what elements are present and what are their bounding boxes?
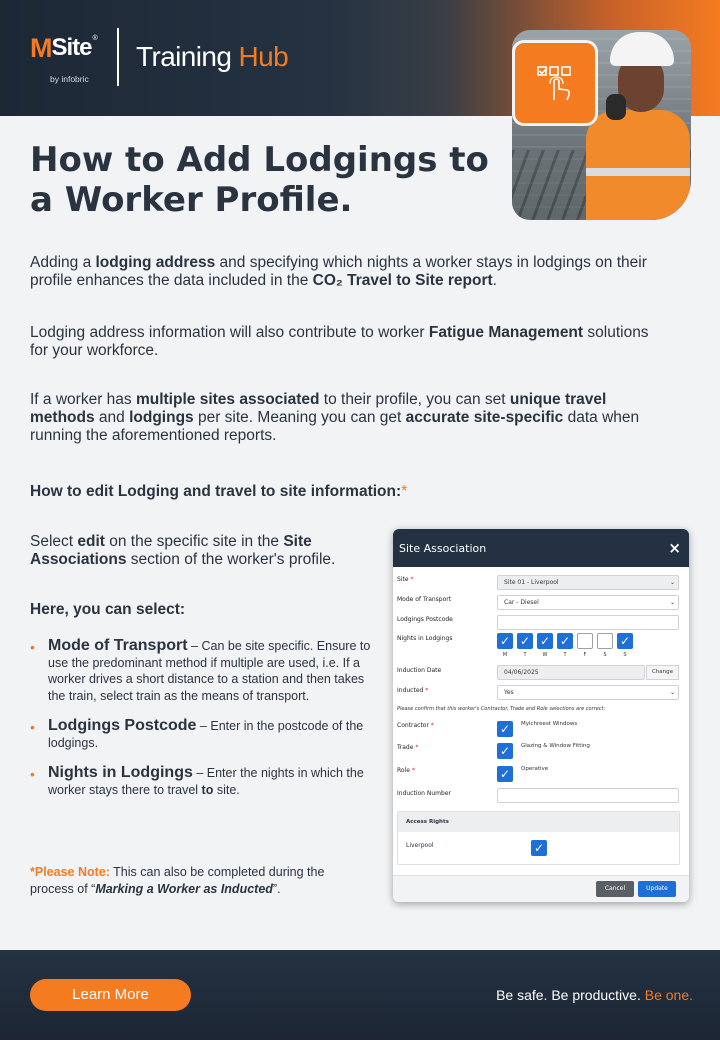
site-label: Site * (397, 576, 414, 583)
change-button[interactable]: Change (646, 665, 679, 680)
update-button[interactable]: Update (638, 881, 676, 897)
contractor-label: Contractor * (397, 722, 434, 729)
trade-checkbox[interactable]: ✓ (497, 743, 513, 759)
postcode-input[interactable] (497, 615, 679, 630)
role-confirm: ✓ Operative (497, 766, 548, 782)
logo-site: Site (51, 34, 92, 61)
chevron-down-icon: ⌄ (669, 579, 675, 586)
logo-byline: by infobric (50, 74, 89, 84)
logo-registered: ® (92, 35, 98, 42)
induction-date-label: Induction Date (397, 667, 442, 674)
trade-label: Trade * (397, 744, 419, 751)
multi-site-paragraph: If a worker has multiple sites associated to their profile, you can set unique travel methods and lodgings per site. Meaning you can get accurate site-specific data when running the aforementioned reports. (30, 391, 640, 444)
chevron-down-icon: ⌄ (669, 689, 675, 696)
list-item: • Nights in Lodgings – Enter the nights in which the worker stays there to travel to site. (30, 764, 364, 797)
close-icon[interactable]: × (668, 539, 681, 557)
transport-select[interactable]: Car - Diesel ⌄ (497, 595, 679, 610)
night-checkbox[interactable]: ✓ (557, 633, 573, 649)
hub-title-training: Training (136, 41, 232, 72)
role-checkbox[interactable]: ✓ (497, 766, 513, 782)
fatigue-paragraph: Lodging address information will also contribute to worker Fatigue Management solutions for your workforce. (30, 324, 649, 359)
site-association-modal (393, 529, 689, 902)
slogan: Be safe. Be productive. Be one. (496, 987, 693, 1003)
night-checkbox[interactable] (597, 633, 613, 649)
confirm-text: Please confirm that this worker's Contractor, Trade and Role selections are correct: (397, 706, 606, 712)
site-select[interactable]: Site 01 - Liverpool ⌄ (497, 575, 679, 590)
nights-checkboxes: ✓ M ✓ T ✓ W ✓ T F S ✓ S (497, 633, 633, 658)
msite-logo[interactable] (30, 33, 98, 84)
please-note: *Please Note: This can also be completed during the process of “Marking a Worker as Inducted”. (30, 865, 325, 896)
learn-more-button[interactable]: Learn More (30, 979, 191, 1011)
modal-footer (393, 875, 689, 902)
modal-header (393, 529, 689, 567)
induction-number-input[interactable] (497, 788, 679, 803)
night-checkbox[interactable]: ✓ (517, 633, 533, 649)
how-to-subheading: How to edit Lodging and travel to site information:* (30, 483, 408, 500)
page-title: How to Add Lodgings to a Worker Profile. (30, 140, 489, 220)
options-list (30, 638, 375, 812)
role-label: Role * (397, 767, 415, 774)
nights-label: Nights in Lodgings (397, 635, 453, 642)
inducted-label: Inducted * (397, 687, 429, 694)
logo-m: M (30, 33, 52, 63)
night-checkbox[interactable]: ✓ (497, 633, 513, 649)
chevron-down-icon: ⌄ (669, 599, 675, 606)
hero-image-group (512, 30, 691, 220)
training-hub-title (136, 41, 288, 73)
postcode-label: Lodgings Postcode (397, 616, 453, 623)
access-site-name: Liverpool (406, 842, 434, 849)
list-item: • Mode of Transport – Can be site specific. Ensure to use the predominant method if multiple are used, i.e. If a worker drives a short distance to a station and then takes the train, select train as the means of transport. (30, 637, 371, 703)
footer (0, 950, 720, 1040)
night-checkbox[interactable]: ✓ (617, 633, 633, 649)
logo-divider (117, 28, 119, 86)
list-item: • Lodgings Postcode – Enter in the postcode of the lodgings. (30, 717, 364, 750)
induction-date-field: 04/06/2025 (497, 665, 645, 680)
night-checkbox[interactable]: ✓ (537, 633, 553, 649)
night-checkbox[interactable] (577, 633, 593, 649)
transport-label: Mode of Transport (397, 596, 452, 603)
cancel-button[interactable]: Cancel (596, 881, 634, 897)
contractor-confirm: ✓ Mylchreest Windows (497, 721, 577, 737)
trade-confirm: ✓ Glazing & Window Fitting (497, 743, 590, 759)
contractor-checkbox[interactable]: ✓ (497, 721, 513, 737)
inducted-select[interactable]: Yes ⌄ (497, 685, 679, 700)
touch-select-icon (512, 40, 598, 126)
intro-paragraph: Adding a lodging address and specifying which nights a worker stays in lodgings on their profile enhances the data included in the CO₂ Travel to Site report. (30, 254, 647, 289)
induction-number-label: Induction Number (397, 790, 451, 797)
access-rights-panel (397, 811, 680, 865)
here-you-can-select-heading: Here, you can select: (30, 601, 186, 618)
modal-title: Site Association (399, 541, 487, 555)
select-edit-instruction: Select edit on the specific site in the Site Associations section of the worker's profile. (30, 533, 336, 568)
hub-title-hub: Hub (238, 41, 289, 72)
access-checkbox[interactable]: ✓ (531, 840, 547, 856)
access-rights-title: Access Rights (398, 812, 679, 832)
